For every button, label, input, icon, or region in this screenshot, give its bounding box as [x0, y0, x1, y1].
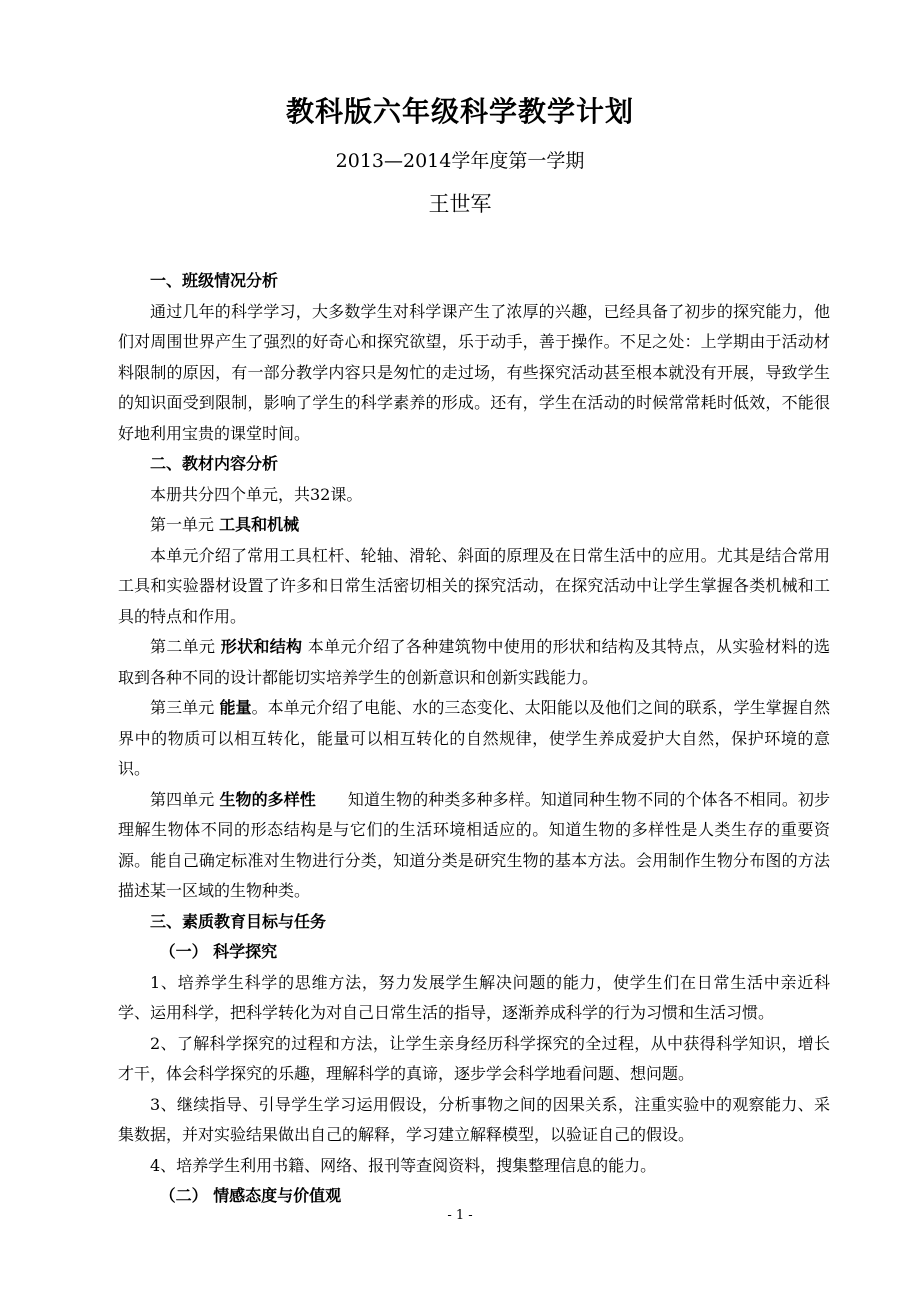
- unit-4-text: 知道生物的种类多种多样。知道同种生物不同的个体各不相同。初步理解生物体不同的形态结构是与它们的生活环境相适应的。知道生物的多样性是人类生存的重要资源。能自己确定标准对生物进行分类，知道分类是研究生物的基本方法。会用制作生物分布图的方法描述某一区域的生物种类。: [118, 789, 830, 900]
- subsection-1-heading: （一） 科学探究: [159, 942, 278, 961]
- unit-3-text: 。本单元介绍了电能、水的三态变化、太阳能以及他们之间的联系，学生掌握自然界中的物质可以相互转化，能量可以相互转化的自然规律，使学生养成爱护大自然，保护环境的意识。: [118, 698, 830, 778]
- section-1-paragraph: 通过几年的科学学习，大多数学生对科学课产生了浓厚的兴趣，已经具备了初步的探究能力，他们对周围世界产生了强烈的好奇心和探究欲望，乐于动手，善于操作。不足之处：上学期由于活动材料限制的原因，有一部分教学内容只是匆忙的走过场，有些探究活动甚至根本就没有开展，导致学生的知识面受到限制，影响了学生的科学素养的形成。还有，学生在活动的时候常常耗时低效，不能很好地利用宝贵的课堂时间。: [118, 301, 830, 443]
- unit-2-label: 第二单元: [150, 637, 221, 656]
- goal-item-2: 2、了解科学探究的过程和方法，让学生亲身经历科学探究的全过程，从中获得科学知识，增长才干，体会科学探究的乐趣，理解科学的真谛，逐步学会科学地看问题、想问题。: [118, 1033, 830, 1083]
- goal-item-1: 1、培养学生科学的思维方法，努力发展学生解决问题的能力，使学生们在日常生活中亲近科学、运用科学，把科学转化为对自己日常生活的指导，逐渐养成科学的行为习惯和生活习惯。: [118, 972, 830, 1022]
- unit-2-paragraph: [118, 632, 830, 693]
- subsection-2-heading: （二） 情感态度与价值观: [159, 1186, 342, 1205]
- document-author: 王世军: [428, 192, 492, 216]
- unit-3-label: 第三单元: [150, 698, 220, 717]
- unit-1-name: 工具和机械: [219, 515, 300, 534]
- section-1-heading: 一、班级情况分析: [150, 271, 279, 290]
- unit-2-text: 本单元介绍了各种建筑物中使用的形状和结构及其特点，从实验材料的选取到各种不同的设计都能切实培养学生的创新意识和创新实践能力。: [118, 637, 830, 687]
- unit-4-name: 生物的多样性: [219, 789, 316, 809]
- unit-2-name: 形状和结构: [220, 637, 303, 656]
- unit-3-name: 能量: [219, 698, 252, 717]
- goal-item-4: 4、培养学生利用书籍、网络、报刊等查阅资料，搜集整理信息的能力。: [150, 1155, 657, 1175]
- unit-1-paragraph: 本单元介绍了常用工具杠杆、轮轴、滑轮、斜面的原理及在日常生活中的应用。尤其是结合常用工具和实验器材设置了许多和日常生活密切相关的探究活动，在探究活动中让学生掌握各类机械和工具的特点和作用。: [118, 545, 830, 626]
- section-2-heading: 二、教材内容分析: [150, 454, 279, 473]
- unit-4-label: 第四单元: [150, 789, 220, 809]
- page-number: - 1 -: [447, 1208, 473, 1223]
- unit-1-title-line: [118, 510, 830, 541]
- document-body: [118, 266, 830, 1212]
- unit-1-label: 第一单元: [150, 515, 220, 534]
- section-3-heading: 三、素质教育目标与任务: [150, 911, 327, 931]
- unit-4-paragraph: [118, 785, 830, 907]
- goal-item-3: 3、继续指导、引导学生学习运用假设，分析事物之间的因果关系，注重实验中的观察能力、采集数据，并对实验结果做出自己的解释，学习建立解释模型，以验证自己的假设。: [118, 1094, 830, 1144]
- document-subtitle: 2013—2014学年度第一学期: [335, 150, 585, 172]
- unit-3-paragraph: [118, 693, 830, 785]
- document-title: 教科版六年级科学教学计划: [285, 95, 634, 128]
- section-2-intro: 本册共分四个单元，共32课。: [150, 484, 363, 504]
